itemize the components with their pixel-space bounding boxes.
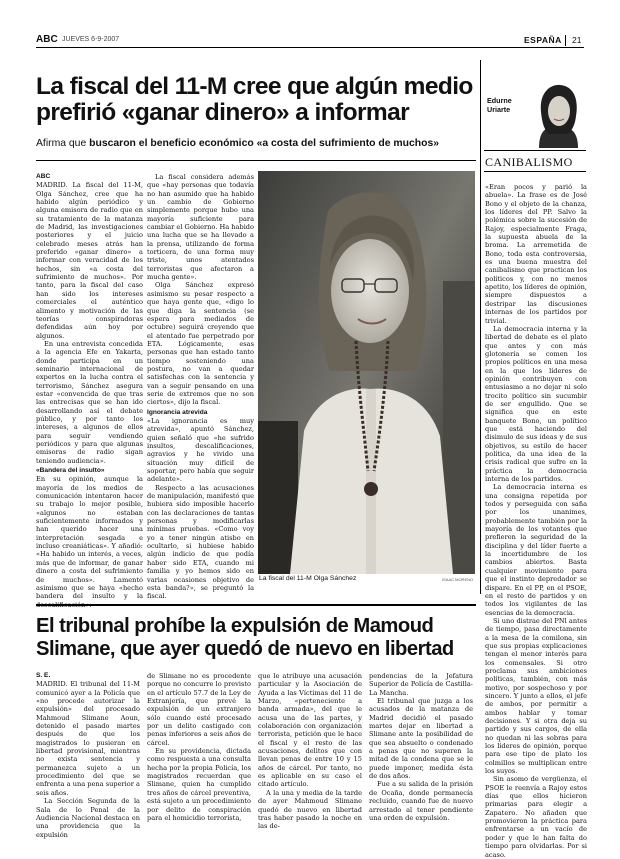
- opinion-top-rule: [484, 150, 586, 151]
- issue-date: JUEVES 6-9-2007: [62, 36, 120, 43]
- article2-column-4: [369, 672, 473, 829]
- article1-paragraph: Respecto a las acusaciones de manipulación, manifestó que hubiera sido imposible hacerlo con las declaraciones de tantas personas y modificarlas mínimas pruebas. «Como voy yo a tener ningún atisbo en ocultarlo, si hubiese habido algún indicio de que podía haber sido ETA, cuando mi familia y yo hemos sido en varias ocasiones objetivo de esta banda?», se preguntó la fiscal.: [147, 483, 254, 601]
- author-first-name: Edurne: [487, 96, 512, 105]
- opinion-paragraph: La democracia interna y la libertad de debate es el plato que antes y con más glotonería se comen los propios políticos en una mesa en la que los líderes de opinión contribuyen con entusiasmo a no dejar ni solo trocito político sin sucumbir de ser engullido. Que se significa que en este banquete Bono, un político que está haciendo del disimulo de sus ideas y de sus objetivos, su estilo de hacer política, da una idea de la crisis radical que sufre en la práctica la democracia interna de los partidos.: [485, 324, 587, 484]
- opinion-paragraph: La democracia interna es una consigna repetida por todos y perseguida con saña por los unanimes, probablemente también por la mayoría de los votantes que prefieren la seguridad de la disciplina y del líder fuerte a la incertidumbre de los cambios abiertos. Basta cualquier movimiento para que el instinto depredador se dispare. En el PP, en el PSOE, en el resto de partidos y en todos los vigilantes de las esencias de la democracia.: [485, 483, 587, 617]
- section-name: ESPAÑA: [524, 35, 562, 45]
- article1-subheading: «Bandera del insulto»: [36, 467, 105, 475]
- opinion-paragraph: «Eran pocos y parió la abuela». La frase es de José Bono y el objeto de la chanza, los líderes del PP. Salvo la polémica sobre la sucesión de Rajoy, especialmente Fraga, la supuesta abuela de la broma. La arremetida de Bono, toda esta controversia, es una buena muestra del canibalismo que practican los políticos y, con no menos apetito, los líderes de opinión, siempre dispuestos a destripar las discusiones internas de los partidos por trivial.: [485, 183, 587, 325]
- subtitle-plain: Afirma que: [36, 138, 90, 149]
- article1-column-1: [36, 173, 143, 601]
- article1-paragraph: En su opinión, aunque la mayoría de los medios de comunicación intentaron hacer su trabajo lo mejor posible, «algunos no estaban suficientemente informados y han querido hacer una interpretación sesgada e incluso creaniáticas». Y añadió: «Ha habido un interés, a veces, más que de informar, de ganar dinero a costa del sufrimiento de muchos». Lamentó asimismo que se haya «hecho bandera del insulto y la: [36, 475, 143, 601]
- article1-column-2: [147, 173, 254, 601]
- article2-paragraph: MADRID. El tribunal del 11-M comunicó ayer a la Policía que «no procede autorizar la expulsión» del procesado Mahmoud Slimane Aoun, detenido el pasado martes después de que los magistrados lo pusieran en libertad provisional, mientras no exista sentencia y permanezca sujeto a un procedimiento del que se enfrenta a una pena superior a seis años.: [36, 680, 140, 797]
- header-divider: [565, 35, 566, 46]
- article1-byline: ABC: [36, 173, 51, 180]
- article1-paragraph: MADRID. La fiscal del 11-M, Olga Sánchez, cree que ha habido algún periódico y alguna emisora de radio que en su tratamiento de la matanza de Madrid, las investigaciones posteriores y el juicio celebrado meses atrás han preferido «ganar dinero» a informar con veracidad de los hechos, sin «a costa del sufrimiento de muchos». Por tanto, para la fiscal del caso han sido los intereses comerciales el auténtico alimento y motivación de las teorías conspiradoras defendidas aún hoy por algunos.: [36, 181, 143, 340]
- article2-paragraph: La Sección Segunda de la Sala de lo Penal de la Audiencia Nacional destaca en una providencia que la expulsión: [36, 797, 140, 839]
- article1-subheading: Ignorancia atrevida: [147, 408, 208, 416]
- opinion-paragraph: Si uno distrae del PNl antes de tiempo, pasa directamente a la mesa de la comilona, sin que sus propias explicaciones tengan el menor interés para los comensales. Si otro proclama sus ambiciones políticas, también, con más motivo, por sospechoso y por sincero. Y junto a ellos, el jefe de ambos, por permitir a ambos hablar y tomar decisiones. Y si otra deja su partido y sus cargos, de ella no quedan ni las sobras para los líderes de opinión, porque para ese tipo de plato los colmillos se multiplican entre los suyos.: [485, 616, 587, 776]
- article1-photo-caption: La fiscal del 11-M Olga Sánchez: [259, 575, 357, 582]
- article2-paragraph: El tribunal que juzga a los acusados de la matanza de Madrid decidió el pasado martes dejar en libertad a Slimane ante la posibilidad de que sea absuelto o condenado a penas que no superen la mitad de la condena que se le puede imponer, medida ésta de dos años.: [369, 697, 473, 781]
- opinion-paragraph: Sin asomo de vergüenza, el PSOE le reenvía a Rajoy estos días que ellos hicieron primarias para elegir a Zapatero. No añaden que promovieron la práctica para enfrentarse a un vacío de poder y que le han falta do tiempo para olvidarlas. Por si acaso.: [485, 775, 587, 859]
- opinion-title: CANIBALISMO: [485, 155, 573, 169]
- article2-paragraph: Fue a su salida de la prisión de Ocaña, donde permanecía recluido, cuando fue de nuevo arrestado al tener pendiente una orden de expulsión.: [369, 780, 473, 822]
- article2-paragraph: En su providencia, dictada como respuesta a una consulta hecha por la propia Policía, los magistrados recuerdan que Slimane, quien ha cumplido tres años de cárcel preventiva, está sujeto a un procedimiento por delito de conspiración para el homicidio terrorista,: [147, 747, 251, 822]
- opinion-body: [485, 183, 587, 859]
- article1-paragraph: Olga Sánchez expresó asimismo su pesar respecto a que haya gente que, «digo lo que diga la sentencia (se espera para mediados de octubre) seguirá creyendo que el atentado fue perpetrado por ETA. Lógicamente, esas personas que han estado tanto tiempo sosteniendo una postura, no van a quedar satisfechas con la sentencia y van a seguir pensando en una serie de extremos que no son ciertos», dijo la fiscal.: [147, 281, 254, 407]
- author-last-name: Uriarte: [487, 105, 511, 114]
- header-rule: [36, 47, 584, 48]
- subtitle-bold: buscaron el beneficio económico «a costa del sufrimiento de muchos»: [89, 138, 440, 149]
- article1-paragraph: «La ignorancia es muy atrevida», apuntó Sánchez, quien señaló que «he sufrido insultos, descalificaciones, agravios y he vivido una situación muy difícil de soportar, pero había que seguir adelante».: [147, 416, 254, 484]
- opinion-divider: [480, 60, 481, 594]
- article2-paragraph: A la una y media de la tarde de ayer Mahmoud Slimane quedó de nuevo en libertad tras haber pasado la noche en las de-: [258, 788, 362, 831]
- article1-paragraph: La fiscal considera además que «hay personas que todavía no han asumido que ha habido un cambio de Gobierno simplemente porque hubo una mayoría suficiente para cambiar el Gobierno. Ha habido una lucha que se ha llevado a la prensa, utilizando de forma torticera, de una forma muy triste, unos atentados terroristas que afectaron a mucha gente».: [147, 173, 254, 282]
- article1-photo: [258, 171, 475, 574]
- opinion-title-rule: [484, 171, 586, 172]
- article1-paragraph: En una entrevista concedida a la agencia Efe en Yakarta, donde participa en un seminario internacional de expertos en la lucha contra el terrorismo, Sánchez asegura estar «convencida de que tras las entrecisas que se han ido desarrollando así el debate público, y por tanto los intereses, a algunos de ellos para seguir vendiendo periódicos y para que algunas emisoras de radio sigan teniendo audiencia».: [36, 339, 143, 465]
- article2-paragraph: que le atribuye una acusación particular y la Asociación de Ayuda a las Víctimas del 11 de Marzo, «perteneciente a banda armada», del que le acusa una de las partes, y colaboración con organización terrorista, petición que le hace el fiscal y el resto de las acusaciones, delitos que con llevan penas de entre 10 y 15 años de cárcel. Por tanto, no es aplicable en su caso el citado artículo.: [258, 672, 362, 789]
- author-avatar: [531, 82, 586, 148]
- article1-subtitle: [36, 138, 481, 149]
- article1-photo-credit: ISAAC MORENO: [442, 577, 474, 582]
- article2-paragraph: de Slimane no es procedente porque no concurre lo previsto en el artículo 57.7 de la Ley de Extranjería, que prevé la expulsión de un extranjero sólo cuando esté procesado por un delito castigado con penas inferiores a seis años de cárcel.: [147, 672, 251, 747]
- article2-byline: S. E.: [36, 672, 51, 679]
- opinion-author: [487, 96, 512, 114]
- article2-paragraph: pendencias de la Jefatura Superior de Policía de Castilla-La Mancha.: [369, 672, 473, 697]
- article1-headline: La fiscal del 11-M cree que algún medio prefirió «ganar dinero» a informar: [36, 73, 473, 126]
- article1-subtitle-rule: [36, 160, 476, 161]
- article2-headline: El tribunal prohíbe la expulsión de Mamoud Slimane, que ayer quedó de nuevo en libertad: [36, 615, 454, 660]
- article2-column-2: [147, 672, 251, 829]
- olga-sanchez-photo: [258, 171, 475, 574]
- masthead-brand: ABC: [36, 34, 58, 45]
- article2-column-1: [36, 672, 140, 839]
- article2-top-rule: [36, 604, 476, 606]
- article2-column-3: [258, 672, 362, 829]
- page-number: 21: [572, 35, 582, 45]
